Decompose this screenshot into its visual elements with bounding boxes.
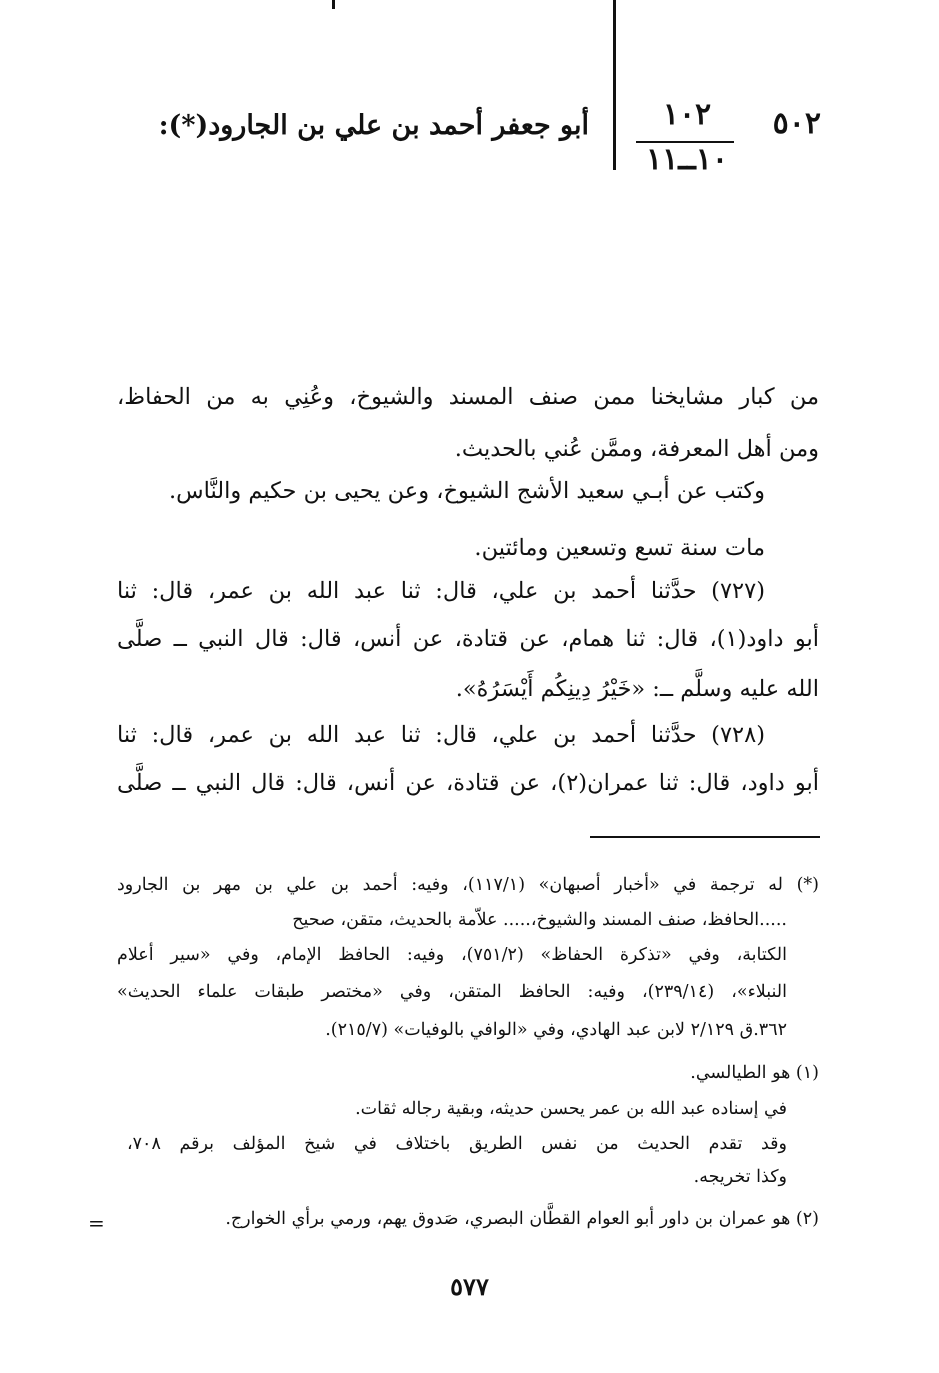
body-line: (٧٢٨) حدَّثنا أحمد بن علي، قال: ثنا عبد الله بن عمر، قال: ثنا — [117, 722, 765, 748]
top-stub-mark — [332, 0, 335, 9]
body-line: من كبار مشايخنا ممن صنف المسند والشيوخ، وعُنِي به من الحفاظ، — [117, 384, 819, 410]
body-line: أبو داود(١)، قال: ثنا همام، عن قتادة، عن أنس، قال: قال النبي ــ صلَّى — [117, 626, 819, 652]
footnote-separator — [590, 836, 820, 838]
reference-number-top: ١٠٢ — [662, 97, 712, 132]
page-number: ٥٧٧ — [450, 1272, 489, 1301]
reference-number-bottom: ١٠ــ١١ — [645, 142, 729, 177]
footnote-line: (٢) هو عمران بن داور أبو العوام القطَّان البصري، صَدوق يهم، ورمي برأي الخوارج. — [225, 1209, 819, 1229]
header-vertical-rule — [613, 0, 616, 170]
body-line: أبو داود، قال: ثنا عمران(٢)، عن قتادة، عن أنس، قال: قال النبي ــ صلَّى — [117, 770, 820, 796]
footnote-line: .....الحافظ، صنف المسند والشيوخ،..... علاّمة بالحديث، متقن، صحيح — [292, 910, 787, 930]
footnote-line: وقد تقدم الحديث من نفس الطريق باختلاف في شيخ المؤلف برقم ٧٠٨، — [127, 1134, 787, 1154]
body-line: ومن أهل المعرفة، وممَّن عُني بالحديث. — [454, 436, 819, 462]
biography-heading: أبو جعفر أحمد بن علي بن الجارود(*): — [158, 110, 589, 141]
footnote-line: ٣٦٢.ق ٢/١٢٩ لابن عبد الهادي، وفي «الوافي بالوفيات» (٢١٥/٧). — [325, 1020, 787, 1040]
entry-number: ٥٠٢ — [772, 106, 821, 141]
footnote-line: (*) له ترجمة في «أخبار أصبهان» (١١٧/١)، وفيه: أحمد بن علي بن مهر بن الجارود — [117, 875, 819, 895]
body-line: وكتب عن أبـي سعيد الأشج الشيوخ، وعن يحيى بن حكيم والنَّاس. — [168, 478, 765, 504]
footnote-line: وكذا تخريجه. — [693, 1167, 787, 1187]
footnote-line: الكتابة، وفي «تذكرة الحفاظ» (٧٥١/٢)، وفيه: الحافظ الإمام، وفي «سير أعلام — [117, 945, 787, 965]
footnote-line: في إسناده عبد الله بن عمر يحسن حديثه، وبقية رجاله ثقات. — [355, 1099, 787, 1119]
body-line: (٧٢٧) حدَّثنا أحمد بن علي، قال: ثنا عبد الله بن عمر، قال: ثنا — [117, 578, 765, 604]
body-line: مات سنة تسع وتسعين ومائتين. — [474, 535, 765, 561]
continuation-mark: = — [88, 1211, 105, 1235]
footnote-line: النبلاء»، (٢٣٩/١٤)، وفيه: الحافظ المتقن، وفي «مختصر طبقات علماء الحديث» — [117, 982, 788, 1002]
body-line: الله عليه وسلَّم ــ: «خَيْرُ دِينِكُم أَيْسَرُهُ». — [455, 676, 819, 702]
footnote-line: (١) هو الطيالسي. — [690, 1063, 819, 1083]
